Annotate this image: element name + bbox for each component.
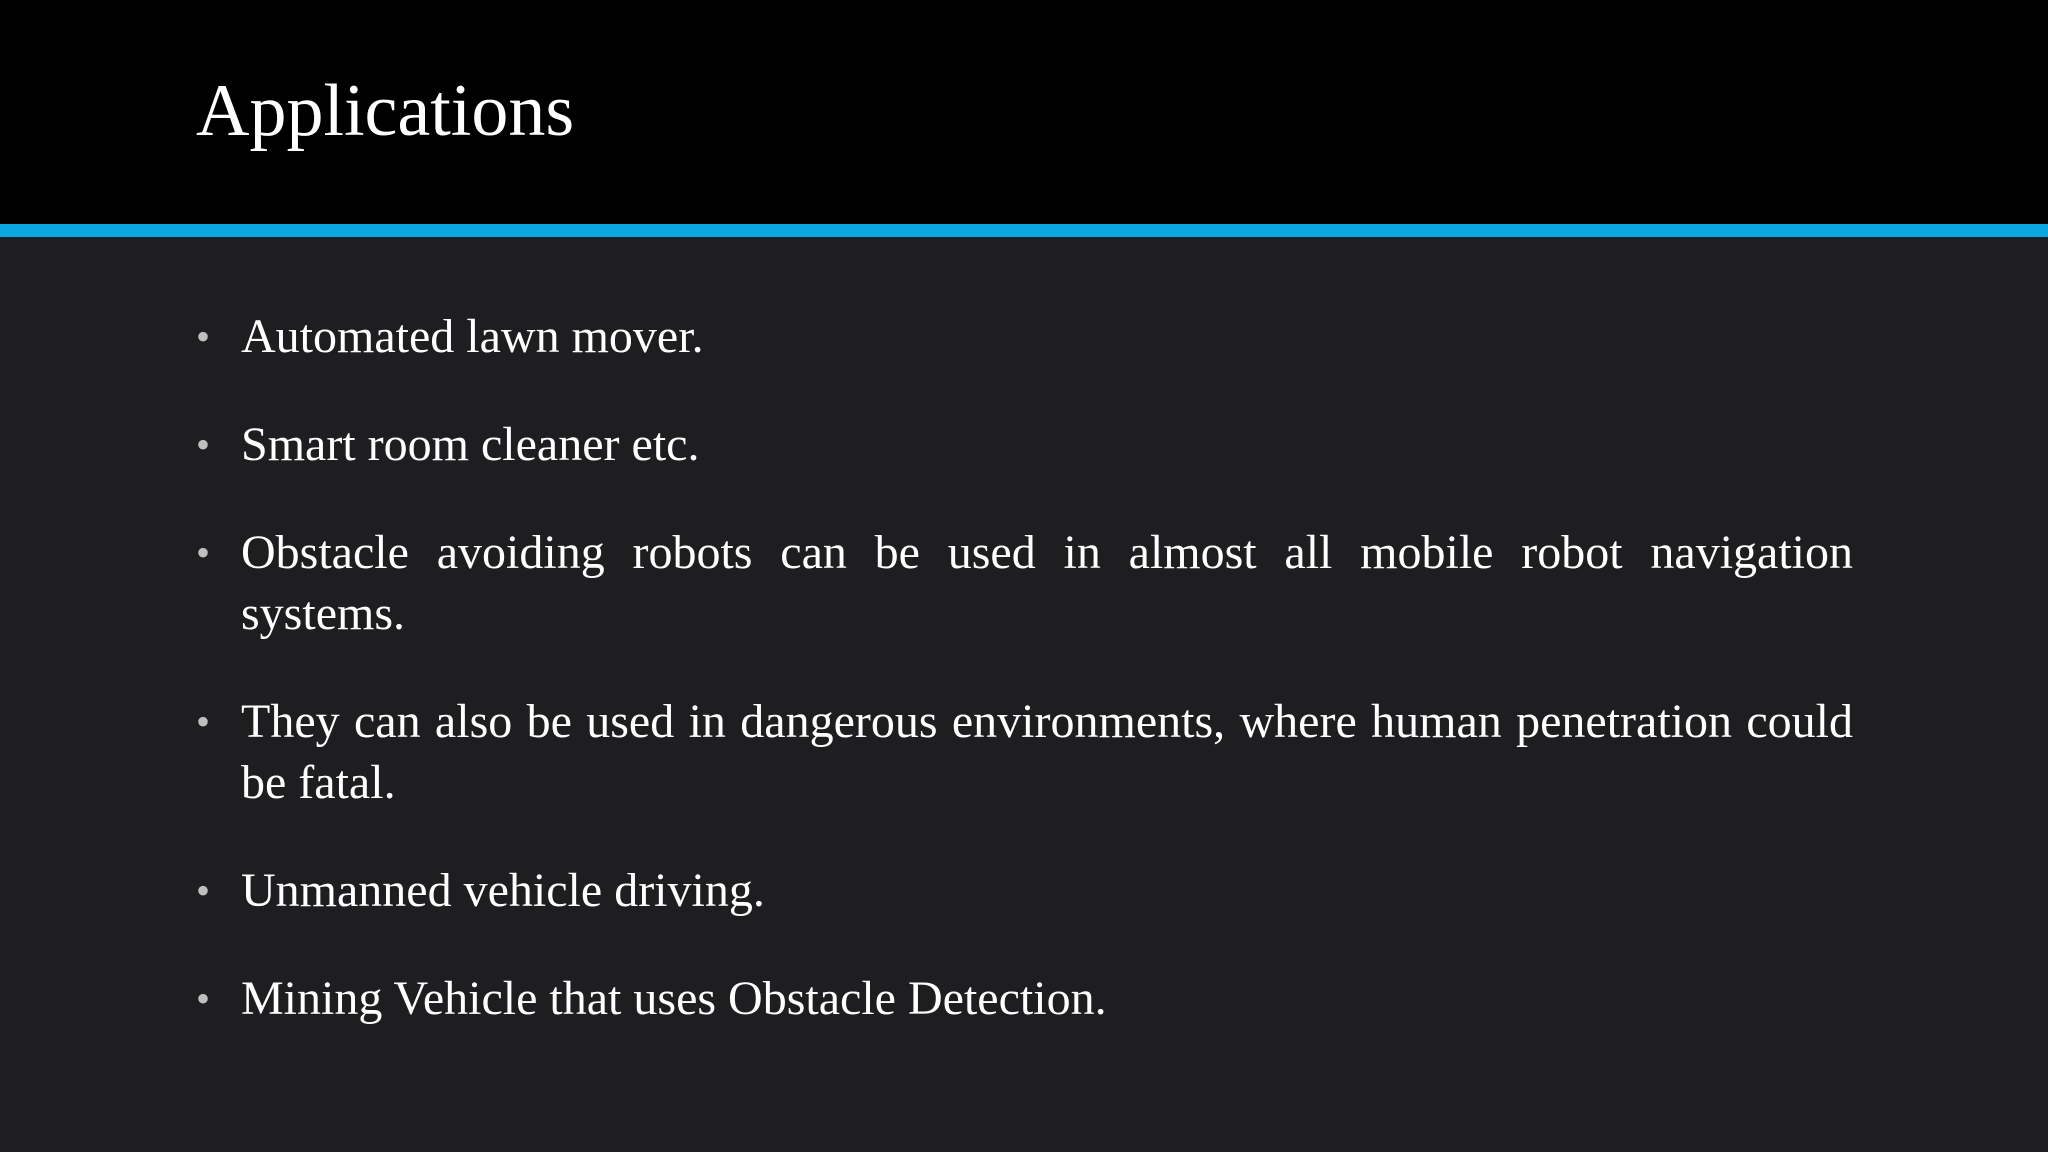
bullet-item-dangerous-environments: [196, 691, 1853, 813]
bullet-dot-icon: •: [196, 530, 211, 575]
bullet-text: Mining Vehicle that uses Obstacle Detection.: [241, 972, 1107, 1025]
bullet-text: Obstacle avoiding robots can be used in almost all mobile robot navigation systems.: [241, 526, 1853, 640]
slide-title: Applications: [196, 70, 575, 152]
bullet-dot-icon: •: [196, 868, 211, 913]
bullet-dot-icon: •: [196, 976, 211, 1021]
bullet-item-mining-vehicle: [196, 968, 1853, 1029]
bullet-text: Automated lawn mover.: [241, 310, 704, 363]
bullet-item-room-cleaner: [196, 414, 1853, 475]
bullet-item-navigation: [196, 522, 1853, 644]
bullet-dot-icon: •: [196, 699, 211, 744]
accent-divider: [0, 224, 2048, 237]
bullet-text: Smart room cleaner etc.: [241, 418, 700, 471]
bullet-item-lawn-mower: [196, 306, 1853, 367]
bullet-list: [196, 306, 1853, 1076]
bullet-text: Unmanned vehicle driving.: [241, 864, 765, 917]
bullet-item-unmanned-driving: [196, 860, 1853, 921]
title-bar: [0, 0, 2048, 224]
bullet-text: They can also be used in dangerous environments, where human penetration could be fatal.: [241, 695, 1853, 809]
bullet-dot-icon: •: [196, 422, 211, 467]
bullet-dot-icon: •: [196, 314, 211, 359]
